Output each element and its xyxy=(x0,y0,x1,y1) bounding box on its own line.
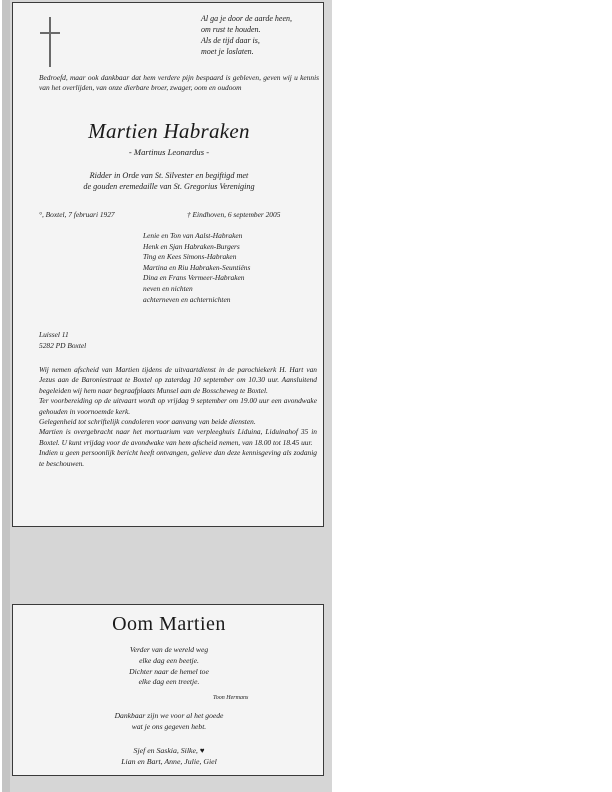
thanks-line: wat je ons gegeven hebt. xyxy=(131,721,207,731)
signers-line xyxy=(13,745,325,756)
poem-line: Als de tijd daar is, xyxy=(201,36,260,45)
signers-line-text: Sjef en Saskia, Silke, xyxy=(133,746,198,755)
relative-entry: neven en nichten xyxy=(143,283,193,293)
birth-date: °, Boxtel, 7 februari 1927 xyxy=(39,210,115,219)
service-paragraph: Ter voorbereiding op de uitvaart wordt op vrijdag 9 september om 19.00 uur een avondwake gehouden in voornoemde kerk. xyxy=(39,396,317,416)
poem-line: elke dag een treetje. xyxy=(138,677,200,687)
relative-entry: Martina en Riu Habraken-Seuntiëns xyxy=(143,262,251,272)
relatives-list xyxy=(143,231,323,305)
death-notice-family xyxy=(12,604,324,776)
address-street: Luissel 11 xyxy=(39,330,69,339)
relative-entry: Lenie en Ton van Aalst-Habraken xyxy=(143,231,243,240)
poem-line: Al ga je door de aarde heen, xyxy=(201,14,293,23)
notice2-title: Oom Martien xyxy=(112,613,226,635)
signers-line: Lian en Bart, Anne, Julie, Giel xyxy=(121,757,217,766)
newspaper-clipping xyxy=(2,0,332,792)
address-city: 5282 PD Boxtel xyxy=(39,340,87,350)
clipping-edge xyxy=(2,0,10,792)
death-notice-main xyxy=(12,2,324,527)
service-paragraph: Martien is overgebracht naar het mortuarium van verpleeghuis Liduina, Liduinahof 35 in Boxtel. U kunt vrijdag voor de avondwake van hem afscheid nemen, van 18.00 tot 18.45 uur. xyxy=(39,427,317,447)
relative-entry: Dina en Frans Vermeer-Habraken xyxy=(143,273,245,283)
thanks-text xyxy=(13,711,325,733)
poem-line: elke dag een beetje. xyxy=(139,655,199,665)
opening-poem xyxy=(201,13,331,57)
honors-line: de gouden eremedaille van St. Gregorius Vereniging xyxy=(83,182,255,191)
poem-line: Verder van de wereld weg xyxy=(129,645,209,654)
poem-line: om rust te houden. xyxy=(201,25,261,34)
address xyxy=(39,330,86,351)
heart-icon: ♥ xyxy=(199,746,205,755)
deceased-full-name: - Martinus Leonardus - xyxy=(128,147,210,157)
relative-entry: Ting en Kees Simons-Habraken xyxy=(143,252,237,262)
notice2-poem xyxy=(13,645,325,688)
death-date: † Eindhoven, 6 september 2005 xyxy=(187,210,281,219)
deceased-name: Martien Habraken xyxy=(88,119,250,143)
signers xyxy=(13,745,325,767)
poem-line: Dichter naar de hemel toe xyxy=(129,666,209,676)
relative-entry: Henk en Sjan Habraken-Burgers xyxy=(143,241,240,251)
honors xyxy=(13,170,325,192)
intro-text: Bedroefd, maar ook dankbaar dat hem verdere pijn bespaard is gebleven, geven wij u kennis van het overlijden, van onze dierbare broer, zwager, oom en oudoom xyxy=(39,73,319,93)
relative-entry: achterneven en achternichten xyxy=(143,294,231,304)
thanks-line: Dankbaar zijn we voor al het goede xyxy=(114,711,224,720)
cross-icon-bar xyxy=(40,32,60,34)
service-paragraph: Indien u geen persoonlijk bericht heeft ontvangen, gelieve dan deze kennisgeving als zodanig te beschouwen. xyxy=(39,448,317,468)
poem-line: moet je loslaten. xyxy=(201,47,254,56)
service-paragraph: Wij nemen afscheid van Martien tijdens de uitvaartdienst in de parochiekerk H. Hart van Jezus aan de Baroniestraat te Boxtel op zaterdag 10 september om 10.30 uur. Aansluitend begeleiden wij hem naar begraafplaats Munsel aan de Bosscheweg te Boxtel. xyxy=(39,365,317,395)
service-details xyxy=(39,365,317,469)
poem-author: Toon Hermans xyxy=(213,695,249,701)
cross-icon xyxy=(49,17,51,67)
honors-line: Ridder in Orde van St. Silvester en begiftigd met xyxy=(89,171,249,180)
service-paragraph: Gelegenheid tot schriftelijk condoleren voor aanvang van beide diensten. xyxy=(39,417,256,427)
